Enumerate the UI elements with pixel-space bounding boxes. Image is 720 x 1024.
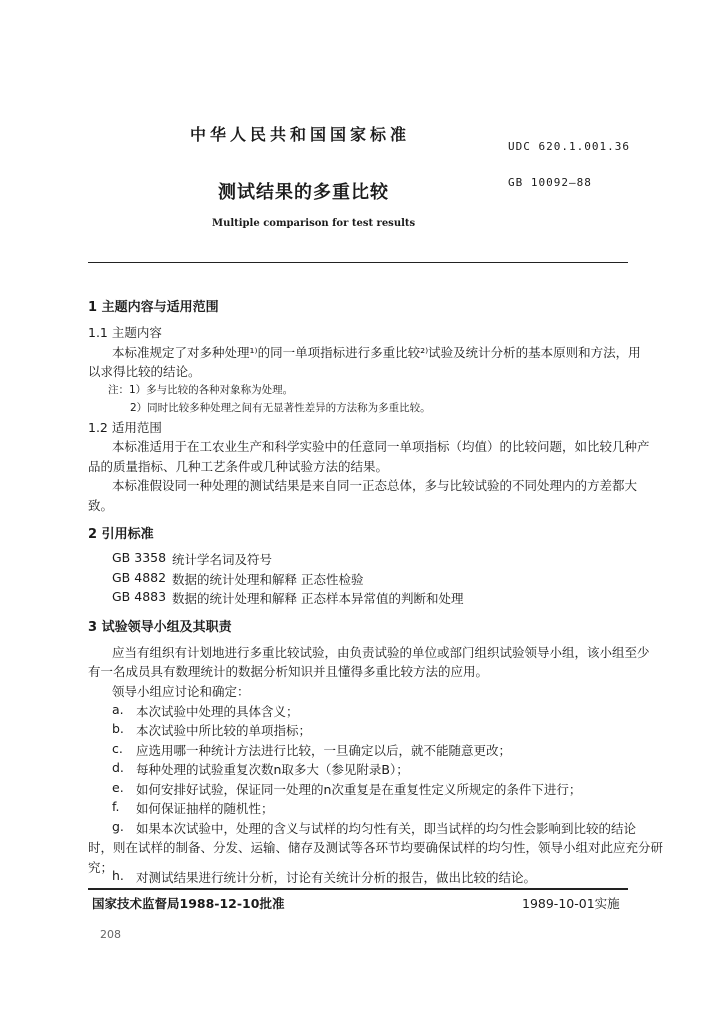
list-item-label: a. [112,702,124,717]
section-1-heading: 1 主题内容与适用范围 [88,300,219,315]
section-3-heading: 3 试验领导小组及其职责 [88,620,232,635]
reference-code: GB 3358 [112,550,167,565]
section-3-paragraph-line: 有一名成员具有数理统计的数据分析知识并且懂得多重比较方法的应用。 [88,664,489,679]
gb-standard-number: GB 10092—88 [508,176,592,189]
section-1-2-heading: 1.2 适用范围 [88,420,162,435]
list-item-label: b. [112,721,124,736]
list-item-text: 究； [88,860,114,875]
reference-code: GB 4882 [112,570,167,585]
section-1-1-paragraph-line: 以求得比较的结论。 [88,364,201,379]
reference-title: 统计学名词及符号 [172,552,273,567]
national-standard-heading: 中华人民共和国国家标准 [190,125,411,144]
header-divider [88,262,628,263]
section-1-1-heading: 1.1 主题内容 [88,325,162,340]
list-item-text: 如何保证抽样的随机性； [136,801,274,816]
list-item-label: h. [112,868,124,883]
list-item-text: 应选用哪一种统计方法进行比较，一旦确定以后，就不能随意更改； [136,743,512,758]
udc-number: UDC 620.1.001.36 [508,140,630,153]
list-item-text: 如果本次试验中，处理的含义与试样的均匀性有关，即当试样的均匀性会影响到比较的结论 [136,821,637,836]
list-item-label: g. [112,819,124,834]
section-1-1-paragraph-line: 本标准规定了对多种处理¹⁾的同一单项指标进行多重比较²⁾试验及统计分析的基本原则和方法，用 [112,345,641,360]
list-item-text: 对测试结果进行统计分析，讨论有关统计分析的报告，做出比较的结论。 [136,870,537,885]
footnote-1: 注：1）多与比较的各种对象称为处理。 [108,384,294,396]
section-3-paragraph-line: 应当有组织有计划地进行多重比较试验，由负责试验的单位或部门组织试验领导小组，该小组至少 [112,645,650,660]
reference-title: 数据的统计处理和解释 正态性检验 [172,572,364,587]
list-item-text: 每种处理的试验重复次数n取多大（参见附录B）； [136,762,409,777]
list-item-label: c. [112,741,123,756]
document-title-cn: 测试结果的多重比较 [218,182,389,203]
list-item-label: f. [112,799,120,814]
section-1-2-paragraph-line: 本标准适用于在工农业生产和科学实验中的任意同一单项指标（均值）的比较问题，如比较几种产 [112,439,650,454]
reference-code: GB 4883 [112,589,167,604]
document-title-en: Multiple comparison for test results [212,218,416,229]
section-2-heading: 2 引用标准 [88,527,154,542]
list-item-label: d. [112,760,124,775]
footnote-2: 2）同时比较多种处理之间有无显著性差异的方法称为多重比较。 [130,402,431,414]
list-item-label: e. [112,780,124,795]
implementation-date: 1989-10-01实施 [522,896,620,911]
footer-divider [88,888,628,890]
list-item-text: 时，则在试样的制备、分发、运输、储存及测试等各环节均要确保试样的均匀性，领导小组对此应充分研 [88,840,664,855]
section-1-2-paragraph-line: 品的质量指标、几种工艺条件或几种试验方法的结果。 [88,459,389,474]
list-item-text: 本次试验中所比较的单项指标； [136,723,312,738]
approval-date: 国家技术监督局1988-12-10批准 [92,896,285,911]
page-number: 208 [100,928,121,941]
section-3-paragraph-line: 领导小组应讨论和确定： [112,684,250,699]
section-1-2-paragraph-line: 本标准假设同一种处理的测试结果是来自同一正态总体，多与比较试验的不同处理内的方差都大 [112,478,638,493]
section-1-2-paragraph-line: 致。 [88,498,114,513]
reference-title: 数据的统计处理和解释 正态样本异常值的判断和处理 [172,591,464,606]
list-item-text: 如何安排好试验，保证同一处理的n次重复是在重复性定义所规定的条件下进行； [136,782,582,797]
list-item-text: 本次试验中处理的具体含义； [136,704,299,719]
